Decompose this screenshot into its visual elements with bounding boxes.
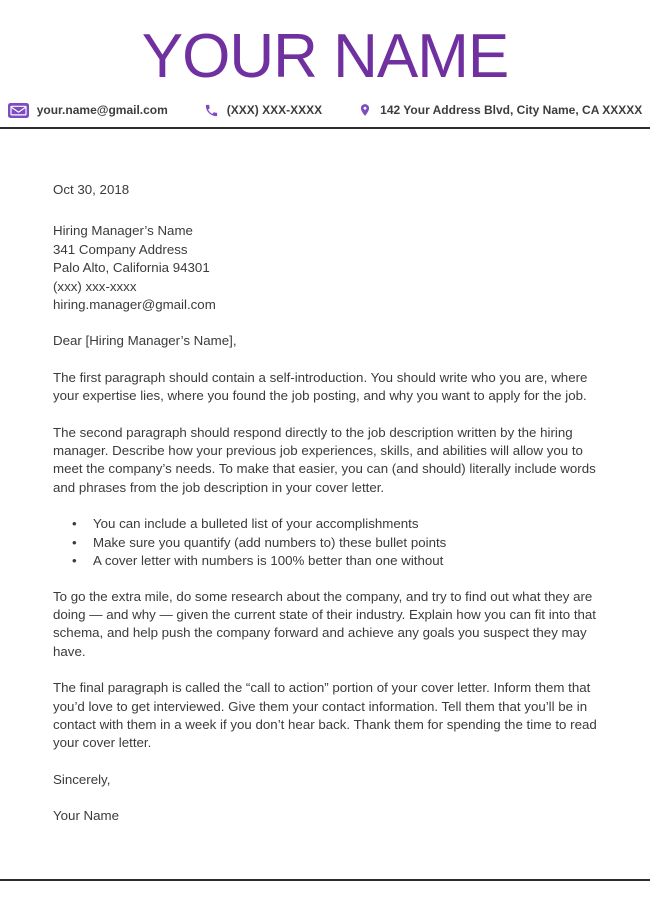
page-title: YOUR NAME xyxy=(141,22,509,91)
salutation: Dear [Hiring Manager’s Name], xyxy=(53,333,237,349)
paragraph-job-description: The second paragraph should respond directly to the job description written by the hiring manager. Describe how your previous job experiences, skills, and abilities will allow you to meet the company’s needs. To make that easier, you can (and should) literally include words and phrases from the job description in your cover letter. xyxy=(53,424,596,495)
paragraph-call-to-action: The final paragraph is called the “call to action” portion of your cover letter. Inform them that you’d love to get interviewed. Give them your contact information. Tell them that you’ll be in contact with them in a week if you don’t hear back. Thank them for spending the time to read your cover letter. xyxy=(53,680,597,751)
contact-email xyxy=(8,103,168,118)
list-item: • You can include a bulleted list of your accomplishments xyxy=(53,515,600,533)
signature-name: Your Name xyxy=(53,808,120,824)
accomplishments-list xyxy=(53,515,600,570)
contact-email-text: your.name@gmail.com xyxy=(36,103,168,117)
recipient-email: hiring.manager@gmail.com xyxy=(53,297,216,313)
contact-phone xyxy=(204,103,322,118)
paragraph-research: To go the extra mile, do some research about the company, and try to find out what they are doing — and why — given the current state of their industry. Explain how you can fit into that schema, and help push the company forward and achieve any goals you suspect they may have. xyxy=(53,588,597,659)
contact-address-text: 142 Your Address Blvd, City Name, CA XXXXX xyxy=(380,103,643,117)
footer-divider xyxy=(0,879,650,881)
letterhead xyxy=(0,22,650,129)
header-divider xyxy=(0,127,650,129)
paragraph-intro: The first paragraph should contain a self-introduction. You should write who you are, where your expertise lies, where you found the job posting, and why you want to apply for the job. xyxy=(53,369,588,404)
location-pin-icon xyxy=(358,101,372,119)
phone-icon xyxy=(204,103,219,118)
recipient-phone: (xxx) xxx-xxxx xyxy=(53,278,137,294)
list-item: • A cover letter with numbers is 100% better than one without xyxy=(53,552,600,570)
contact-row xyxy=(0,101,650,119)
envelope-icon xyxy=(8,103,29,118)
recipient-city-line: Palo Alto, California 94301 xyxy=(53,260,210,276)
letter-date: Oct 30, 2018 xyxy=(53,182,130,197)
closing: Sincerely, xyxy=(53,771,111,787)
list-item: • Make sure you quantify (add numbers to) these bullet points xyxy=(53,534,600,552)
recipient-address-line: 341 Company Address xyxy=(53,241,188,257)
recipient-block xyxy=(53,222,600,314)
contact-phone-text: (XXX) XXX-XXXX xyxy=(226,103,323,117)
contact-address xyxy=(358,101,642,119)
recipient-name: Hiring Manager’s Name xyxy=(53,223,193,239)
letter-body xyxy=(0,181,650,826)
